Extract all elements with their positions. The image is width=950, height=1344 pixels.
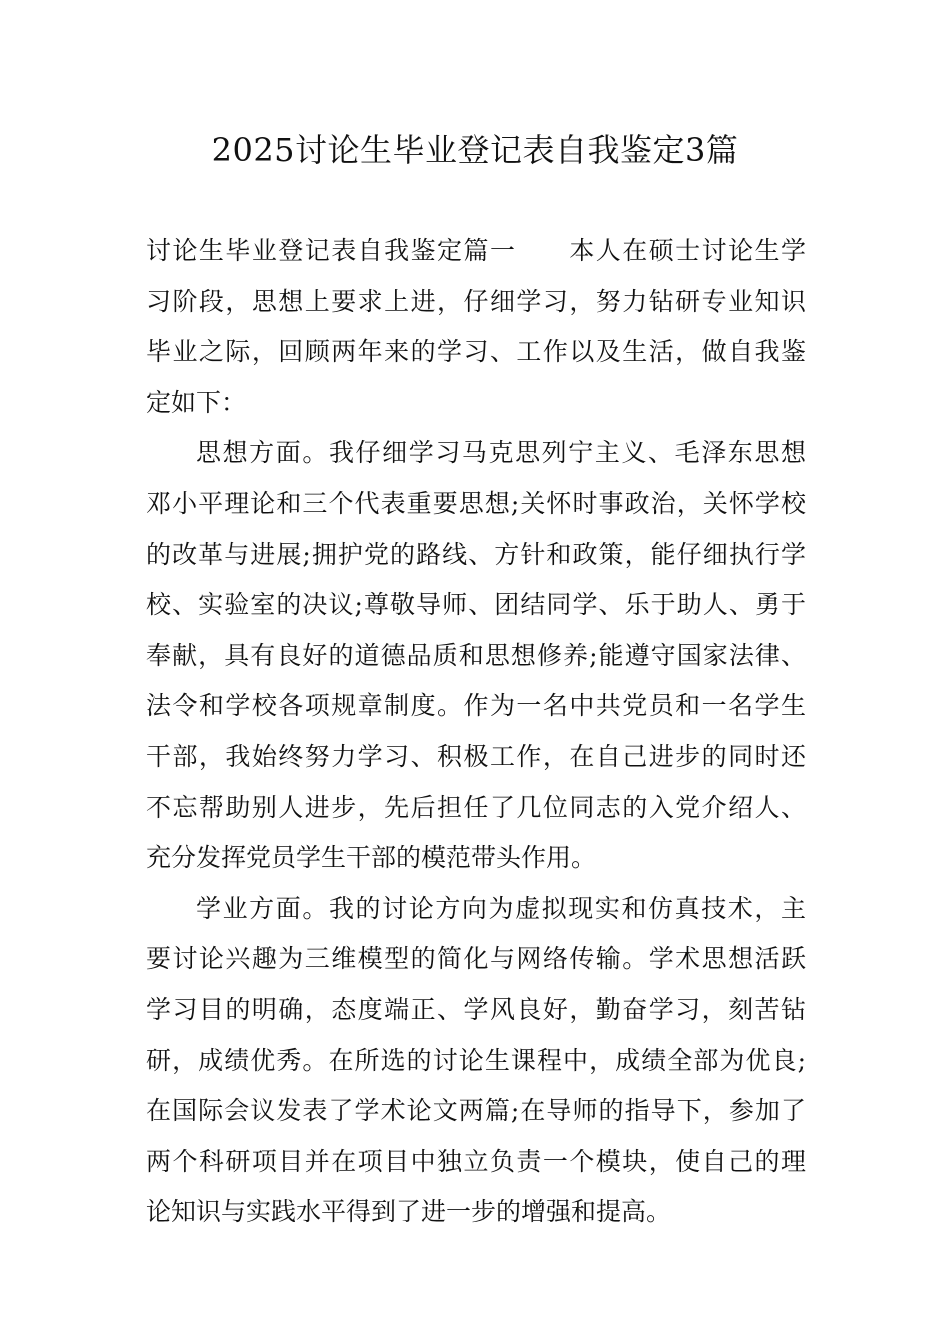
paragraph-line: 法令和学校各项规章制度。作为一名中共党员和一名学生 (146, 691, 806, 721)
paragraph-line: 学业方面。我的讨论方向为虚拟现实和仿真技术，主 (196, 893, 806, 923)
paragraph-line: 的改革与进展;拥护党的路线、方针和政策，能仔细执行学 (146, 539, 806, 569)
paragraph-line: 定如下： (146, 387, 247, 417)
paragraph-line: 充分发挥党员学生干部的模范带头作用。 (146, 843, 597, 873)
paragraph-2 (146, 428, 806, 883)
paragraph-1 (146, 226, 806, 428)
paragraph-line: 讨论生毕业登记表自我鉴定篇一 本人在硕士讨论生学 (146, 236, 806, 265)
document-body (146, 226, 806, 1238)
paragraph-line: 研，成绩优秀。在所选的讨论生课程中，成绩全部为优良; (146, 1045, 806, 1075)
paragraph-line: 不忘帮助别人进步，先后担任了几位同志的入党介绍人、 (146, 792, 806, 822)
paragraph-line: 邓小平理论和三个代表重要思想;关怀时事政治，关怀学校 (146, 488, 806, 518)
paragraph-line: 干部，我始终努力学习、积极工作，在自己进步的同时还 (146, 741, 806, 771)
paragraph-line: 在国际会议发表了学术论文两篇;在导师的指导下，参加了 (146, 1096, 806, 1126)
paragraph-line: 思想方面。我仔细学习马克思列宁主义、毛泽东思想 (196, 438, 806, 468)
paragraph-line: 要讨论兴趣为三维模型的简化与网络传输。学术思想活跃 (146, 944, 806, 974)
paragraph-line: 两个科研项目并在项目中独立负责一个模块，使自己的理 (146, 1146, 806, 1176)
paragraph-line: 习阶段，思想上要求上进，仔细学习，努力钻研专业知识 (146, 286, 806, 316)
paragraph-line: 学习目的明确，态度端正、学风良好，勤奋学习，刻苦钻 (146, 994, 806, 1024)
paragraph-line: 奉献，具有良好的道德品质和思想修养;能遵守国家法律、 (146, 640, 806, 670)
document-title: 2025讨论生毕业登记表自我鉴定3篇 (211, 131, 739, 169)
paragraph-line: 毕业之际，回顾两年来的学习、工作以及生活，做自我鉴 (146, 337, 806, 367)
paragraph-line: 校、实验室的决议;尊敬导师、团结同学、乐于助人、勇于 (146, 590, 806, 620)
paragraph-3 (146, 884, 806, 1238)
paragraph-line: 论知识与实践水平得到了进一步的增强和提高。 (146, 1197, 672, 1227)
